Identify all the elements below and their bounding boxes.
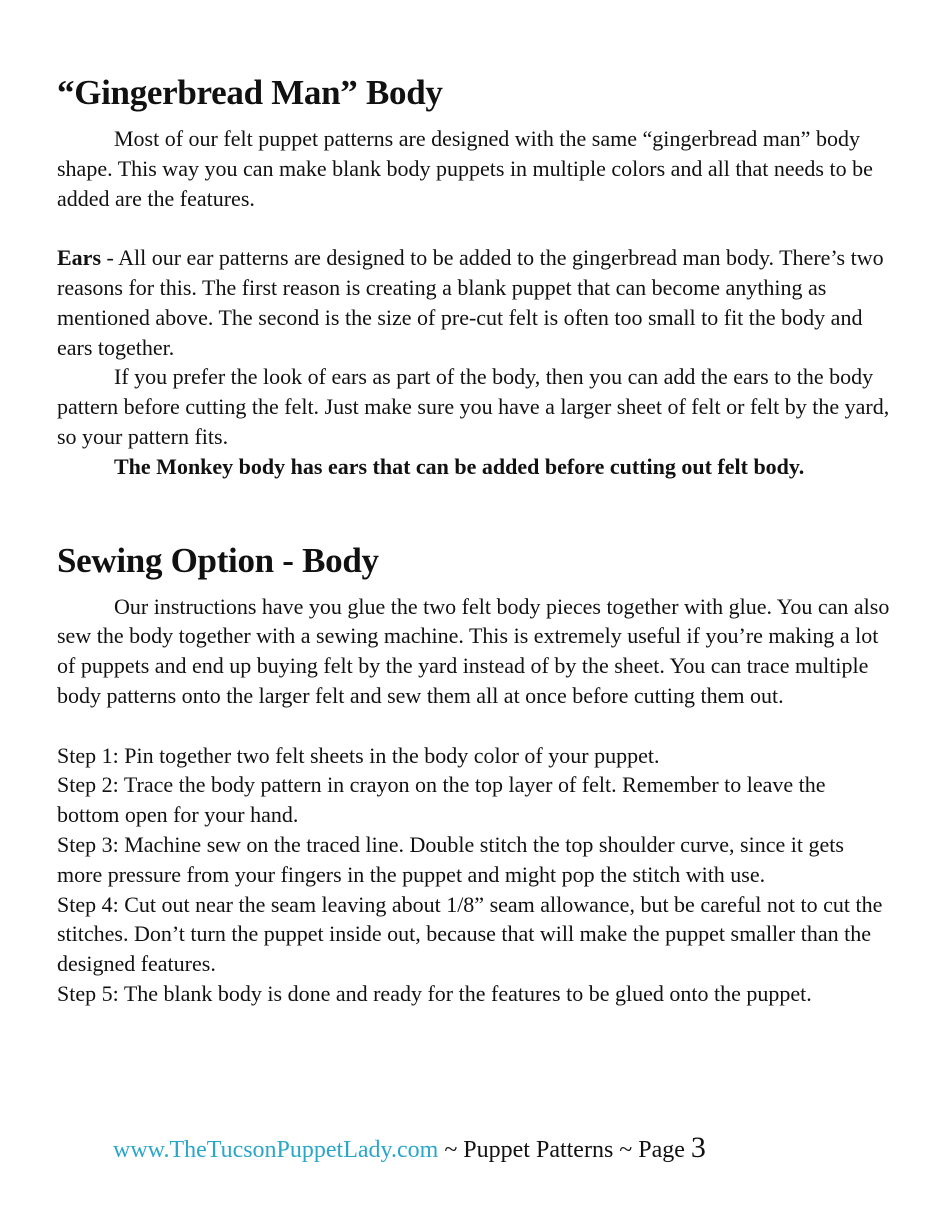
sewing-intro-paragraph: Our instructions have you glue the two felt body pieces together with glue. You can also sew the body together with a sewing machine. This is extremely useful if you’re making a lot of puppets and end up buying felt by the yard instead of by the sheet. You can trace multiple body patterns onto the larger felt and sew them all at once before cutting them out. <box>57 593 890 708</box>
monkey-note <box>57 452 893 482</box>
website-link[interactable]: www.TheTucsonPuppetLady.com <box>113 1137 439 1163</box>
page-content <box>57 70 893 1009</box>
paragraph-gap <box>57 711 893 741</box>
ears-paragraph <box>57 243 893 362</box>
ears-label: Ears <box>57 245 101 271</box>
section-title-sewing: Sewing Option - Body <box>57 540 379 580</box>
intro-paragraph: Most of our felt puppet patterns are designed with the same “gingerbread man” body shape. This way you can make blank body puppets in multiple colors and all that needs to be added are the features. <box>57 126 873 211</box>
step-5: Step 5: The blank body is done and ready for the features to be glued onto the puppet. <box>57 980 812 1006</box>
ears-preference-paragraph: If you prefer the look of ears as part of the body, then you can add the ears to the body pattern before cutting the felt. Just make sure you have a larger sheet of felt or felt by the yard, so your pattern fits. <box>57 364 890 449</box>
page-footer <box>113 1130 706 1168</box>
page-number: 3 <box>690 1131 706 1164</box>
paragraph-gap <box>57 213 893 243</box>
ears-text: - All our ear patterns are designed to be added to the gingerbread man body. There’s two reasons for this. The first reason is creating a blank puppet that can become anything as mentioned above. The second is the size of pre-cut felt is often too small to fit the body and ears together. <box>57 245 884 360</box>
monkey-note-text: The Monkey body has ears that can be added before cutting out felt body. <box>114 453 805 479</box>
step-1: Step 1: Pin together two felt sheets in the body color of your puppet. <box>57 742 660 768</box>
step-4: Step 4: Cut out near the seam leaving about 1/8” seam allowance, but be careful not to cut the stitches. Don’t turn the puppet inside out, because that will make the puppet smaller than the designed features. <box>57 891 883 977</box>
footer-middle-text: ~ Puppet Patterns ~ Page <box>438 1137 691 1163</box>
step-3: Step 3: Machine sew on the traced line. Double stitch the top shoulder curve, since it gets more pressure from your fingers in the puppet and might pop the stitch with use. <box>57 831 844 887</box>
step-2: Step 2: Trace the body pattern in crayon on the top layer of felt. Remember to leave the bottom open for your hand. <box>57 772 826 828</box>
section-title-gingerbread: “Gingerbread Man” Body <box>57 73 443 112</box>
